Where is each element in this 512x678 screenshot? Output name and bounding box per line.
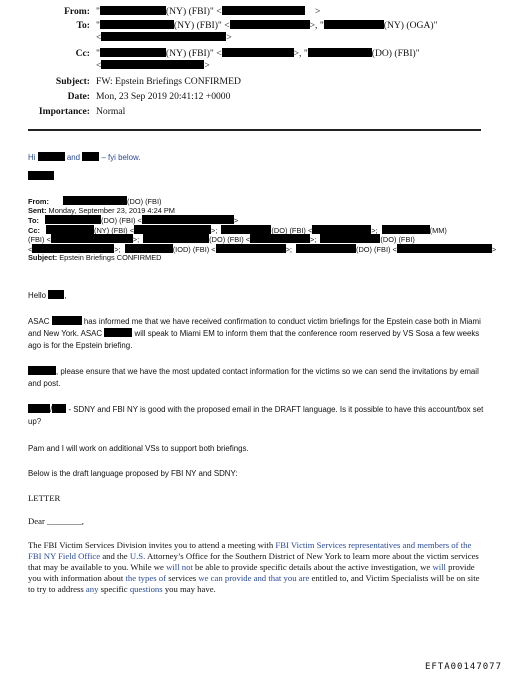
header-cc-row-2: < > [96,60,210,71]
redaction [32,244,114,253]
redaction [100,6,166,15]
redaction [100,48,166,57]
body-paragraph-4: Pam and I will work on additional VSs to support both briefings. [28,444,249,453]
redaction [125,244,173,253]
header-date: Mon, 23 Sep 2019 20:41:12 +0000 [96,91,231,102]
redaction [142,215,234,224]
header-subject: FW: Epstein Briefings CONFIRMED [96,76,241,87]
body-hello: Hello , [28,291,67,300]
header-divider [28,129,481,131]
header-date-label: Date: [67,91,90,102]
fwd-from-row: From: (DO) (FBI) [28,197,162,206]
body-paragraph-1: ASAC has informed me that we have received confirmation to conduct victim briefings for the Epstein case both in Miami and New York. ASAC will speak to Miami EM to inform them that the conference room reserved by VS Sosa a few weeks ago is for the Epstein briefing. [28,317,481,350]
redaction [51,234,133,243]
redaction [82,152,99,161]
redaction [28,171,54,180]
redaction [397,244,492,253]
redaction [143,234,209,243]
header-to-row-2: < > [96,32,232,43]
fwd-subject-row: Subject: Epstein Briefings CONFIRMED [28,253,162,262]
redaction [101,60,204,69]
header-cc-label: Cc: [75,48,90,59]
redaction [101,32,226,41]
fwd-cc-row-2: (FBI) < >; (DO) (FBI) < >; (DO) (FBI) [28,235,415,244]
redaction [222,48,294,57]
bates-number: EFTA00147077 [424,662,502,672]
redaction [104,328,132,337]
fwd-cc-row-1: Cc: (NY) (FBI) < >; (DO) (FBI) < >; (MM) [28,225,447,235]
redaction [28,404,50,413]
redaction [296,244,356,253]
redaction [45,215,101,224]
redaction [46,225,94,234]
redaction [216,244,286,253]
fwd-sent-row: Sent: Monday, September 23, 2019 4:24 PM [28,205,175,215]
redaction [221,225,271,234]
redaction [52,316,82,325]
redaction [28,366,56,375]
body-paragraph-3: / - SDNY and FBI NY is good with the proposed email in the DRAFT language. Is it possible to have this account/box set up? [28,405,484,426]
header-importance-label: Importance: [38,106,90,117]
redaction [222,6,305,15]
redaction [52,404,66,413]
redaction [382,225,430,234]
redaction [230,20,310,29]
header-to-label: To: [76,20,90,31]
letter-paragraph: The FBI Victim Services Division invites you to attend a meeting with FBI Victim Services representatives and members of the FBI NY Field Office and the U.S. Attorney’s Office for the Southern District of New York to learn more about the victim services that may be available to you. While we will not be able to provide specific details about the active investigation, we will provide you with information about the types of services we can provide and that you are entitled to, and Victim Specialists will be on site to try to address any specific questions you may have. [28,540,480,594]
redaction [320,234,380,243]
redaction [312,225,371,234]
redaction [134,225,211,234]
fwd-cc-row-3: < >; (IOD) (FBI) < >; (DO) (FBI) < > [28,244,497,254]
redaction [324,20,384,29]
redaction [100,20,174,29]
intro-signature-block [28,166,54,184]
fwd-to-row: To: (DO) (FBI) < > [28,216,239,225]
redaction [38,152,65,161]
redaction [250,234,310,243]
body-paragraph-2: , please ensure that we have the most updated contact information for the victims so we can send the invitations by email and post. [28,367,479,388]
document-page: From: " (NY) (FBI)" < > To: " (NY) (FBI)" < >, " (NY) (OGA)" < > Cc: " (NY) (FBI)" < >, " (DO) (FBI)" < > Subject: FW: Epstein Briefings CONFIRMED Date: Mon, 23 Sep 2019 20:41:12 +0000 Importance: Normal Hi and – fyi below. From: (DO) (FBI) Sent: Monday, September 23, 2019 4:24 PM To: (DO) (FBI) < > Cc: (NY) (FBI) < >; (DO) (FBI) < >; (MM) (FBI) < >; (DO) (FBI) < >; (DO) (FBI) < >; (IOD) (FBI) < >; (DO) (FBI) < > Subject: Epstein Briefings CONFIRMED Hello , ASAC has informed me that we have received confirmation to conduct victim briefings for the Epstein case both in Miami and New York. ASAC will speak to Miami EM to inform them that the conference room reserved by VS Sosa a few weeks ago is for the Epstein briefing. , please ensure that we have the most updated contact information for the victims so we can send the invitations by email and post. / - SDNY and FBI NY is good with the proposed email in the DRAFT language. Is it possible to have this account/box set up? Pam and I will work on additional VSs to support both briefings. Below is the draft language proposed by FBI NY and SDNY: LETTER Dear ________, The FBI Victim Services Division invites you to attend a meeting with FBI Victim Services representatives and members of the FBI NY Field Office and the U.S. Attorney’s Office for the Southern District of New York to learn more about the victim services that may be available to you. While we will not be able to provide specific details about the active investigation, we will provide you with information about the types of services we can provide and that you are entitled to, and Victim Specialists will be on site to try to address any specific questions you may have. EFTA00147077 [0,0,512,678]
redaction [308,48,372,57]
letter-salutation: Dear ________, [28,516,84,526]
header-from-label: From: [64,6,90,17]
intro-line: Hi and – fyi below. [28,153,141,162]
header-importance: Normal [96,106,126,117]
header-subject-label: Subject: [55,76,90,87]
body-paragraph-5: Below is the draft language proposed by FBI NY and SDNY: [28,469,238,478]
redaction [48,290,64,299]
letter-heading: LETTER [28,493,61,503]
redaction [63,196,127,205]
